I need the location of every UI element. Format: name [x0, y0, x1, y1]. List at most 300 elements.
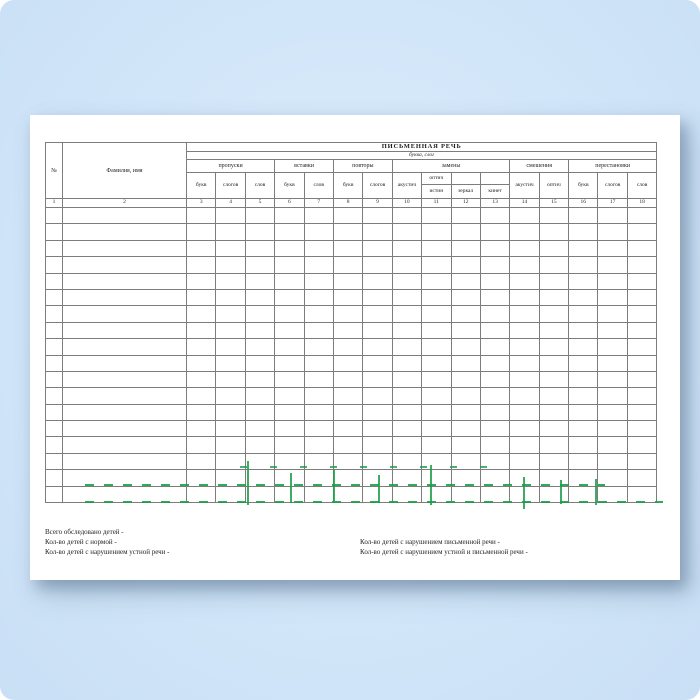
grid-cell [422, 388, 451, 404]
grid-cell [46, 208, 63, 224]
grid-cell [187, 453, 216, 469]
subhead-empty [480, 173, 509, 185]
grid-cell [363, 453, 392, 469]
grid-cell [363, 306, 392, 322]
grid-cell [539, 224, 568, 240]
grid-cell [510, 371, 539, 387]
grid-cell [245, 339, 274, 355]
grid-cell [333, 388, 362, 404]
table-row [46, 322, 657, 338]
table-row [46, 306, 657, 322]
grid-cell [598, 322, 627, 338]
grid-cell [598, 371, 627, 387]
grid-cell [598, 224, 627, 240]
subhead-true: истин [422, 185, 451, 199]
grid-cell [392, 240, 421, 256]
grid-cell [275, 339, 304, 355]
grid-cell [510, 453, 539, 469]
grid-cell [627, 371, 656, 387]
grid-cell [422, 437, 451, 453]
grid-cell [245, 437, 274, 453]
grid-cell [539, 240, 568, 256]
grid-cell [510, 486, 539, 502]
grid-cell [245, 224, 274, 240]
grid-cell [539, 339, 568, 355]
grid-cell [275, 289, 304, 305]
grid-cell [46, 437, 63, 453]
column-number: 6 [275, 199, 304, 208]
grid-cell [245, 306, 274, 322]
grid-cell [422, 470, 451, 486]
grid-cell [510, 224, 539, 240]
grid-cell [451, 240, 480, 256]
grid-cell [363, 257, 392, 273]
grid-cell [598, 289, 627, 305]
grid-cell [216, 371, 245, 387]
grid-cell [422, 240, 451, 256]
table-row [46, 240, 657, 256]
grid-cell [245, 289, 274, 305]
grid-cell [569, 273, 598, 289]
grid-cell [392, 388, 421, 404]
grid-cell [627, 208, 656, 224]
column-number: 2 [63, 199, 187, 208]
grid-cell [216, 257, 245, 273]
grid-cell [627, 421, 656, 437]
grid-cell [275, 355, 304, 371]
column-number: 18 [627, 199, 656, 208]
table-row [46, 273, 657, 289]
group-omissions: пропуски [187, 160, 275, 173]
grid-cell [510, 339, 539, 355]
grid-cell [46, 224, 63, 240]
grid-cell [216, 388, 245, 404]
grid-cell [46, 257, 63, 273]
column-number: 16 [569, 199, 598, 208]
grid-cell [187, 240, 216, 256]
grid-cell [539, 404, 568, 420]
grid-cell [480, 470, 509, 486]
grid-cell [539, 486, 568, 502]
grid-cell [187, 224, 216, 240]
grid-cell [510, 404, 539, 420]
grid-cell [275, 322, 304, 338]
subhead-optic: оптич [539, 173, 568, 199]
grid-cell [510, 355, 539, 371]
grid-cell [392, 486, 421, 502]
grid-cell [275, 224, 304, 240]
column-number: 17 [598, 199, 627, 208]
column-number: 12 [451, 199, 480, 208]
grid-cell [216, 486, 245, 502]
column-number: 3 [187, 199, 216, 208]
grid-cell [598, 388, 627, 404]
grid-cell [422, 421, 451, 437]
grid-cell [46, 371, 63, 387]
grid-cell [392, 421, 421, 437]
grid-cell [63, 224, 187, 240]
grid-cell [480, 208, 509, 224]
grid-cell [392, 322, 421, 338]
grid-cell [187, 257, 216, 273]
grid-cell [510, 273, 539, 289]
grid-cell [392, 437, 421, 453]
grid-cell [333, 240, 362, 256]
grid-cell [216, 224, 245, 240]
grid-cell [216, 289, 245, 305]
grid-cell [510, 289, 539, 305]
grid-cell [569, 388, 598, 404]
grid-cell [275, 453, 304, 469]
grid-cell [598, 339, 627, 355]
grid-cell [304, 470, 333, 486]
grid-cell [63, 404, 187, 420]
grid-cell [304, 388, 333, 404]
grid-cell [363, 355, 392, 371]
column-number: 15 [539, 199, 568, 208]
grid-cell [510, 240, 539, 256]
grid-cell [333, 306, 362, 322]
subhead-letters: букв [275, 173, 304, 199]
grid-cell [627, 470, 656, 486]
subhead-syllables: слогов [598, 173, 627, 199]
subhead-syllables: слогов [216, 173, 245, 199]
grid-cell [304, 224, 333, 240]
grid-cell [304, 404, 333, 420]
grid-cell [480, 437, 509, 453]
grid-cell [598, 257, 627, 273]
grid-cell [392, 404, 421, 420]
table-row [46, 388, 657, 404]
grid-cell [363, 371, 392, 387]
grid-cell [569, 322, 598, 338]
grid-cell [569, 404, 598, 420]
grid-cell [451, 437, 480, 453]
grid-cell [392, 257, 421, 273]
grid-cell [627, 339, 656, 355]
grid-cell [569, 470, 598, 486]
table-row [46, 208, 657, 224]
subhead-optic: оптич [422, 173, 451, 185]
table-row [46, 224, 657, 240]
grid-cell [451, 322, 480, 338]
grid-cell [569, 224, 598, 240]
grid-cell [333, 208, 362, 224]
subhead-acoustic: акустич [510, 173, 539, 199]
grid-cell [539, 257, 568, 273]
grid-cell [569, 421, 598, 437]
grid-cell [216, 208, 245, 224]
grid-cell [46, 453, 63, 469]
grid-cell [451, 273, 480, 289]
grid-cell [569, 240, 598, 256]
table-subtitle: буква, слог [187, 152, 657, 160]
subhead-empty [451, 173, 480, 185]
subhead-letters: букв [333, 173, 362, 199]
table-row [46, 371, 657, 387]
grid-cell [63, 437, 187, 453]
grid-cell [422, 208, 451, 224]
grid-cell [480, 486, 509, 502]
grid-cell [63, 257, 187, 273]
grid-cell [392, 470, 421, 486]
grid-cell [46, 486, 63, 502]
grid-cell [569, 306, 598, 322]
grid-cell [304, 306, 333, 322]
grid-cell [304, 421, 333, 437]
grid-cell [422, 371, 451, 387]
grid-cell [304, 355, 333, 371]
column-number: 4 [216, 199, 245, 208]
grid-cell [363, 273, 392, 289]
grid-cell [333, 421, 362, 437]
column-number: 7 [304, 199, 333, 208]
grid-cell [598, 240, 627, 256]
grid-cell [187, 306, 216, 322]
grid-cell [275, 470, 304, 486]
grid-cell [569, 339, 598, 355]
grid-cell [480, 240, 509, 256]
grid-cell [510, 421, 539, 437]
group-substitutions: замены [392, 160, 510, 173]
grid-cell [187, 437, 216, 453]
grid-cell [392, 355, 421, 371]
grid-cell [422, 322, 451, 338]
table-row [46, 339, 657, 355]
grid-cell [245, 355, 274, 371]
grid-cell [627, 224, 656, 240]
column-number: 13 [480, 199, 509, 208]
grid-cell [422, 289, 451, 305]
grid-cell [275, 273, 304, 289]
grid-cell [187, 289, 216, 305]
grid-cell [539, 421, 568, 437]
grid-cell [363, 421, 392, 437]
grid-cell [569, 437, 598, 453]
grid-cell [187, 208, 216, 224]
grid-cell [392, 306, 421, 322]
grid-cell [569, 208, 598, 224]
column-number: 11 [422, 199, 451, 208]
grid-cell [627, 486, 656, 502]
grid-cell [598, 273, 627, 289]
grid-cell [480, 388, 509, 404]
grid-cell [333, 355, 362, 371]
grid-cell [451, 470, 480, 486]
grid-cell [216, 306, 245, 322]
grid-cell [480, 339, 509, 355]
grid-cell [275, 240, 304, 256]
grid-cell [539, 208, 568, 224]
summary-line: Всего обследовано детей - [45, 528, 124, 536]
grid-cell [187, 486, 216, 502]
grid-cell [451, 257, 480, 273]
summary-line: Кол-во детей с нарушением устной и письменной речи - [360, 548, 528, 556]
grid-cell [539, 470, 568, 486]
grid-cell [451, 306, 480, 322]
grid-cell [422, 339, 451, 355]
grid-cell [245, 240, 274, 256]
grid-cell [304, 437, 333, 453]
grid-cell [480, 289, 509, 305]
column-number: 14 [510, 199, 539, 208]
grid-cell [510, 322, 539, 338]
group-mixings: смешения [510, 160, 569, 173]
grid-cell [46, 240, 63, 256]
grid-cell [63, 339, 187, 355]
grid-cell [275, 437, 304, 453]
grid-cell [275, 404, 304, 420]
grid-cell [63, 421, 187, 437]
grid-cell [363, 289, 392, 305]
grid-cell [480, 257, 509, 273]
grid-cell [451, 486, 480, 502]
grid-cell [598, 306, 627, 322]
grid-cell [539, 355, 568, 371]
grid-cell [392, 371, 421, 387]
grid-cell [63, 388, 187, 404]
grid-cell [451, 404, 480, 420]
grid-cell [304, 339, 333, 355]
grid-cell [245, 208, 274, 224]
grid-cell [422, 453, 451, 469]
grid-cell [480, 355, 509, 371]
document-page [30, 115, 680, 580]
grid-cell [422, 257, 451, 273]
grid-cell [304, 208, 333, 224]
grid-cell [187, 404, 216, 420]
grid-cell [363, 322, 392, 338]
grid-cell [627, 437, 656, 453]
grid-cell [63, 371, 187, 387]
grid-cell [187, 421, 216, 437]
summary-line: Кол-во детей с нормой - [45, 538, 117, 546]
grid-cell [275, 486, 304, 502]
grid-cell [46, 470, 63, 486]
grid-cell [569, 257, 598, 273]
grid-cell [63, 208, 187, 224]
grid-cell [63, 273, 187, 289]
grid-cell [216, 322, 245, 338]
grid-cell [63, 289, 187, 305]
grid-cell [46, 322, 63, 338]
subhead-words: слов [245, 173, 274, 199]
grid-cell [46, 355, 63, 371]
grid-cell [304, 453, 333, 469]
grid-cell [392, 224, 421, 240]
grid-cell [451, 371, 480, 387]
summary-left [45, 527, 169, 557]
grid-cell [422, 355, 451, 371]
grid-cell [216, 339, 245, 355]
grid-cell [304, 240, 333, 256]
grid-cell [333, 486, 362, 502]
grid-cell [63, 240, 187, 256]
grid-cell [392, 208, 421, 224]
grid-cell [245, 371, 274, 387]
grid-cell [363, 437, 392, 453]
grid-cell [569, 453, 598, 469]
grid-cell [363, 208, 392, 224]
grid-cell [46, 306, 63, 322]
grid-cell [216, 404, 245, 420]
grid-cell [480, 421, 509, 437]
grid-cell [392, 453, 421, 469]
grid-cell [480, 371, 509, 387]
group-repetitions: повторы [333, 160, 392, 173]
grid-cell [451, 208, 480, 224]
grid-cell [480, 224, 509, 240]
table-row [46, 470, 657, 486]
grid-cell [422, 306, 451, 322]
grid-cell [333, 437, 362, 453]
grid-cell [304, 322, 333, 338]
grid-body [46, 208, 657, 503]
grid-cell [304, 289, 333, 305]
grid-cell [245, 486, 274, 502]
grid-cell [598, 437, 627, 453]
col-header-name: Фамилия, имя [63, 143, 187, 199]
grid-cell [539, 322, 568, 338]
column-number: 9 [363, 199, 392, 208]
grid-cell [569, 355, 598, 371]
grid-cell [46, 421, 63, 437]
table-row [46, 404, 657, 420]
grid-cell [275, 306, 304, 322]
grid-cell [333, 257, 362, 273]
grid-cell [510, 208, 539, 224]
grid-cell [187, 339, 216, 355]
grid-cell [480, 306, 509, 322]
grid-cell [392, 273, 421, 289]
grid-cell [63, 322, 187, 338]
table-row [46, 257, 657, 273]
summary-line: Кол-во детей с нарушением письменной речи - [360, 538, 500, 546]
grid-cell [627, 322, 656, 338]
grid-cell [245, 470, 274, 486]
subhead-words: слов [627, 173, 656, 199]
column-number: 10 [392, 199, 421, 208]
grid-cell [333, 339, 362, 355]
grid-cell [363, 404, 392, 420]
grid-cell [46, 339, 63, 355]
grid-cell [627, 273, 656, 289]
grid-cell [627, 388, 656, 404]
column-number: 1 [46, 199, 63, 208]
grid-cell [216, 453, 245, 469]
subhead-letters: букв [569, 173, 598, 199]
speech-exam-table [45, 142, 657, 503]
grid-cell [63, 470, 187, 486]
grid-cell [627, 240, 656, 256]
grid-cell [539, 453, 568, 469]
column-number: 5 [245, 199, 274, 208]
table-row [46, 289, 657, 305]
grid-cell [510, 306, 539, 322]
grid-cell [539, 371, 568, 387]
grid-cell [598, 453, 627, 469]
grid-cell [245, 404, 274, 420]
grid-cell [363, 240, 392, 256]
grid-cell [422, 486, 451, 502]
grid-cell [333, 470, 362, 486]
grid-cell [569, 289, 598, 305]
grid-cell [46, 388, 63, 404]
grid-cell [333, 289, 362, 305]
grid-cell [333, 322, 362, 338]
grid-cell [451, 339, 480, 355]
grid-cell [451, 453, 480, 469]
